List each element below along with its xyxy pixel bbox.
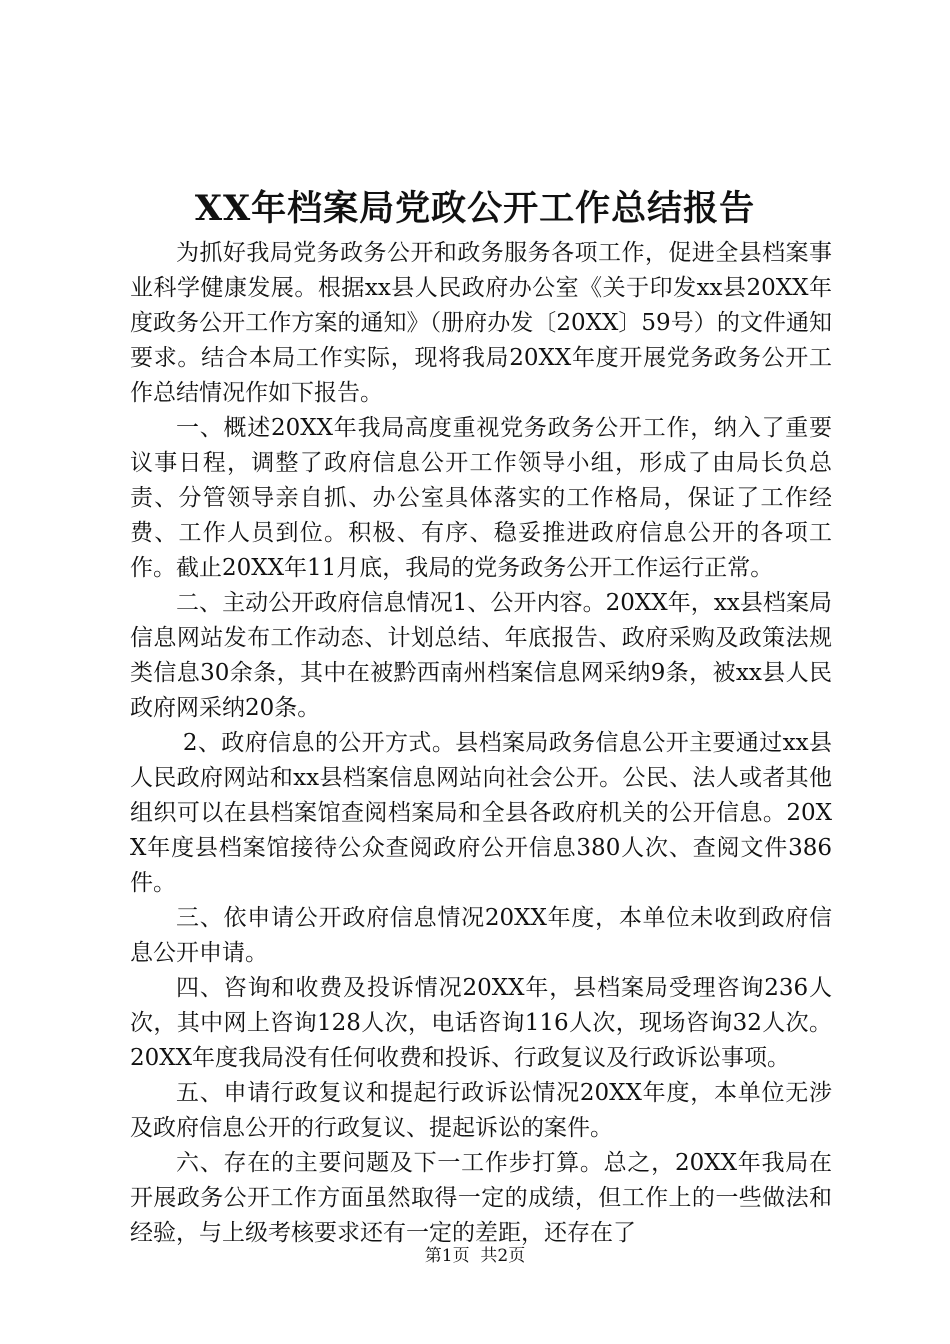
- document-body: [130, 236, 832, 1251]
- paragraph-problems: 六、存在的主要问题及下一工作步打算。总之，20XX年我局在开展政务公开工作方面虽然取得一定的成绩，但工作上的一些做法和经验，与上级考核要求还有一定的差距，还存在了: [130, 1150, 832, 1246]
- paragraph-overview: 一、概述20XX年我局高度重视党务政务公开工作，纳入了重要议事日程，调整了政府信息公开工作领导小组，形成了由局长负总责、分管领导亲自抓、办公室具体落实的工作格局，保证了工作经费、工作人员到位。积极、有序、稳妥推进政府信息公开的各项工作。截止20XX年11月底，我局的党务政务公开工作运行正常。: [130, 415, 832, 581]
- page-footer: [0, 1244, 950, 1268]
- paragraph-disclosure-method: 2、政府信息的公开方式。县档案局政务信息公开主要通过xx县人民政府网站和xx县档案信息网站向社会公开。公民、法人或者其他组织可以在县档案馆查阅档案局和全县各政府机关的公开信息。20XX年度县档案馆接待公众查阅政府公开信息380人次、查阅文件386件。: [130, 730, 832, 896]
- page-number-label: 第1页 共2页: [424, 1246, 526, 1266]
- paragraph-request-disclosure: 三、依申请公开政府信息情况20XX年度，本单位未收到政府信息公开申请。: [130, 905, 832, 966]
- paragraph-consultation: 四、咨询和收费及投诉情况20XX年，县档案局受理咨询236人次，其中网上咨询128人次，电话咨询116人次，现场咨询32人次。20XX年度我局没有任何收费和投诉、行政复议及行政诉讼事项。: [130, 975, 832, 1071]
- paragraph-reconsideration: 五、申请行政复议和提起行政诉讼情况20XX年度，本单位无涉及政府信息公开的行政复议、提起诉讼的案件。: [130, 1080, 832, 1141]
- document-title: XX年档案局党政公开工作总结报告: [194, 188, 756, 229]
- paragraph-active-disclosure: 二、主动公开政府信息情况1、公开内容。20XX年，xx县档案局信息网站发布工作动态、计划总结、年底报告、政府采购及政策法规类信息30余条，其中在被黔西南州档案信息网采纳9条，被xx县人民政府网采纳20条。: [130, 590, 832, 721]
- paragraph-intro: 为抓好我局党务政务公开和政务服务各项工作，促进全县档案事业科学健康发展。根据xx县人民政府办公室《关于印发xx县20XX年度政务公开工作方案的通知》（册府办发〔20XX〕59号）的文件通知要求。结合本局工作实际，现将我局20XX年度开展党务政务公开工作总结情况作如下报告。: [130, 240, 832, 406]
